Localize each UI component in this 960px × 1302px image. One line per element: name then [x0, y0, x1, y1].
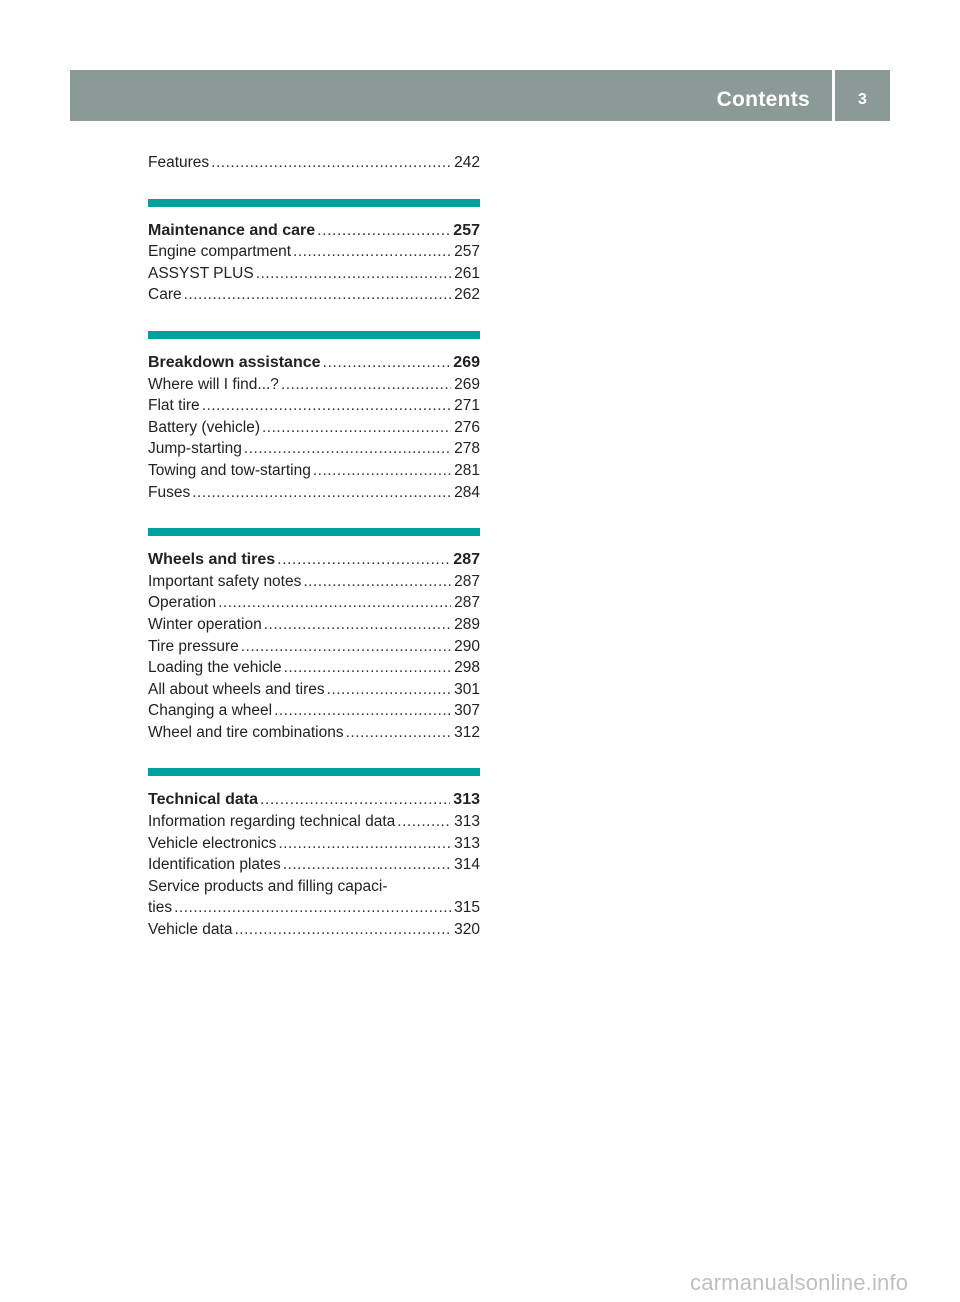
- toc-entry-continuation: [148, 897, 480, 919]
- toc-entry[interactable]: [148, 571, 480, 593]
- toc-entry-label: Vehicle electronics: [148, 834, 277, 852]
- toc-section-title: Breakdown assistance: [148, 353, 321, 371]
- leader-dots: [293, 241, 451, 263]
- toc-entry[interactable]: [148, 811, 480, 833]
- toc-entry-label-continued: ties: [148, 899, 173, 917]
- toc-entry-label: Towing and tow-starting: [148, 461, 311, 479]
- toc-entry-page: 315: [454, 899, 480, 917]
- toc-entry-page: 312: [454, 723, 480, 741]
- toc-entry-page: 320: [454, 921, 480, 939]
- toc-intro: [148, 152, 480, 174]
- toc-entry[interactable]: [148, 722, 480, 744]
- toc-entry[interactable]: [148, 657, 480, 679]
- toc-entry-label: Wheel and tire combinations: [148, 723, 344, 741]
- leader-dots: [211, 152, 451, 174]
- table-of-contents: [148, 152, 480, 941]
- toc-entry-label: Engine compartment: [148, 243, 292, 261]
- toc-entry[interactable]: [148, 284, 480, 306]
- leader-dots: [262, 417, 451, 439]
- toc-entry-page: 281: [454, 461, 480, 479]
- leader-dots: [346, 722, 452, 744]
- section-rule: [148, 199, 480, 207]
- leader-dots: [277, 549, 450, 571]
- toc-section-page: 269: [453, 353, 480, 371]
- toc-entry-page: 284: [454, 483, 480, 501]
- toc-entry-page: 276: [454, 418, 480, 436]
- leader-dots: [303, 571, 451, 593]
- toc-entry-label: Flat tire: [148, 397, 200, 415]
- toc-entry-label: Battery (vehicle): [148, 418, 260, 436]
- toc-entry-page: 242: [454, 154, 480, 171]
- toc-entry[interactable]: [148, 636, 480, 658]
- leader-dots: [174, 897, 451, 919]
- toc-entry[interactable]: [148, 614, 480, 636]
- toc-section-breakdown: [148, 331, 480, 503]
- toc-entry-page: 289: [454, 615, 480, 633]
- page-number: 3: [858, 91, 867, 108]
- toc-section-title: Wheels and tires: [148, 551, 276, 569]
- leader-dots: [327, 679, 451, 701]
- toc-entry-page: 307: [454, 702, 480, 720]
- toc-entry-page: 298: [454, 659, 480, 677]
- toc-entry-features[interactable]: [148, 152, 480, 174]
- toc-entry-label: Operation: [148, 594, 217, 612]
- toc-entry-label: Changing a wheel: [148, 702, 273, 720]
- leader-dots: [234, 919, 451, 941]
- toc-entry-page: 301: [454, 680, 480, 698]
- toc-entry[interactable]: [148, 395, 480, 417]
- toc-entry-page: 314: [454, 856, 480, 874]
- leader-dots: [241, 636, 451, 658]
- toc-entry-page: 271: [454, 397, 480, 415]
- toc-section-heading[interactable]: [148, 789, 480, 811]
- page-header: [70, 70, 890, 121]
- toc-entry-page: 257: [454, 243, 480, 261]
- toc-entry-page: 313: [454, 813, 480, 831]
- toc-entry-page: 278: [454, 440, 480, 458]
- toc-entry-page: 287: [454, 572, 480, 590]
- toc-entry[interactable]: [148, 700, 480, 722]
- toc-entry-label: Care: [148, 286, 182, 304]
- watermark: carmanualsonline.info: [690, 1270, 909, 1295]
- toc-entry-label: All about wheels and tires: [148, 680, 325, 698]
- toc-entry[interactable]: [148, 482, 480, 504]
- leader-dots: [264, 614, 451, 636]
- section-rule: [148, 528, 480, 536]
- toc-entry-page: 290: [454, 637, 480, 655]
- toc-entry[interactable]: [148, 417, 480, 439]
- section-rule: [148, 331, 480, 339]
- leader-dots: [284, 657, 452, 679]
- toc-entry[interactable]: [148, 241, 480, 263]
- toc-section-technical: [148, 768, 480, 940]
- toc-entry-label: Service products and filling capaci-: [148, 877, 388, 895]
- leader-dots: [184, 284, 452, 306]
- toc-section-title: Technical data: [148, 791, 258, 809]
- leader-dots: [278, 833, 451, 855]
- toc-entry-page: 262: [454, 286, 480, 304]
- toc-section-page: 257: [453, 221, 480, 239]
- toc-section-heading[interactable]: [148, 352, 480, 374]
- leader-dots: [317, 220, 450, 242]
- toc-entry[interactable]: [148, 460, 480, 482]
- toc-section-heading[interactable]: [148, 220, 480, 242]
- leader-dots: [323, 352, 451, 374]
- leader-dots: [260, 789, 450, 811]
- leader-dots: [397, 811, 451, 833]
- leader-dots: [192, 482, 451, 504]
- toc-entry-page: 261: [454, 264, 480, 282]
- toc-entry-label: Features: [148, 154, 210, 171]
- toc-section-wheels: [148, 528, 480, 743]
- toc-entry-page: 313: [454, 834, 480, 852]
- section-rule: [148, 768, 480, 776]
- toc-entry[interactable]: [148, 592, 480, 614]
- leader-dots: [218, 592, 451, 614]
- toc-entry-label: Loading the vehicle: [148, 659, 282, 677]
- toc-entry-label: ASSYST PLUS: [148, 264, 254, 282]
- toc-entry-label: Jump-starting: [148, 440, 242, 458]
- header-title: Contents: [716, 88, 810, 111]
- toc-entry[interactable]: [148, 919, 480, 941]
- toc-entry[interactable]: [148, 679, 480, 701]
- toc-entry-wrapped[interactable]: [148, 876, 480, 919]
- toc-entry-page: 287: [454, 594, 480, 612]
- toc-section-title: Maintenance and care: [148, 221, 316, 239]
- toc-section-page: 287: [453, 551, 480, 569]
- toc-section-page: 313: [453, 791, 480, 809]
- toc-entry[interactable]: [148, 438, 480, 460]
- leader-dots: [281, 374, 451, 396]
- toc-entry-label: Important safety notes: [148, 572, 302, 590]
- toc-entry[interactable]: [148, 833, 480, 855]
- toc-section-heading[interactable]: [148, 549, 480, 571]
- toc-entry[interactable]: [148, 854, 480, 876]
- leader-dots: [202, 395, 451, 417]
- leader-dots: [313, 460, 451, 482]
- toc-entry-label: Vehicle data: [148, 921, 233, 939]
- leader-dots: [283, 854, 451, 876]
- leader-dots: [244, 438, 451, 460]
- toc-entry-label: Where will I find...?: [148, 375, 279, 393]
- toc-entry-label: Tire pressure: [148, 637, 239, 655]
- toc-entry[interactable]: [148, 263, 480, 285]
- toc-section-maintenance: [148, 199, 480, 306]
- toc-entry-label: Information regarding technical data: [148, 813, 396, 831]
- leader-dots: [256, 263, 451, 285]
- toc-entry-label: Identification plates: [148, 856, 281, 874]
- toc-entry-label: Fuses: [148, 483, 191, 501]
- toc-entry-label: Winter operation: [148, 615, 262, 633]
- leader-dots: [274, 700, 451, 722]
- toc-entry-page: 269: [454, 375, 480, 393]
- toc-entry[interactable]: [148, 374, 480, 396]
